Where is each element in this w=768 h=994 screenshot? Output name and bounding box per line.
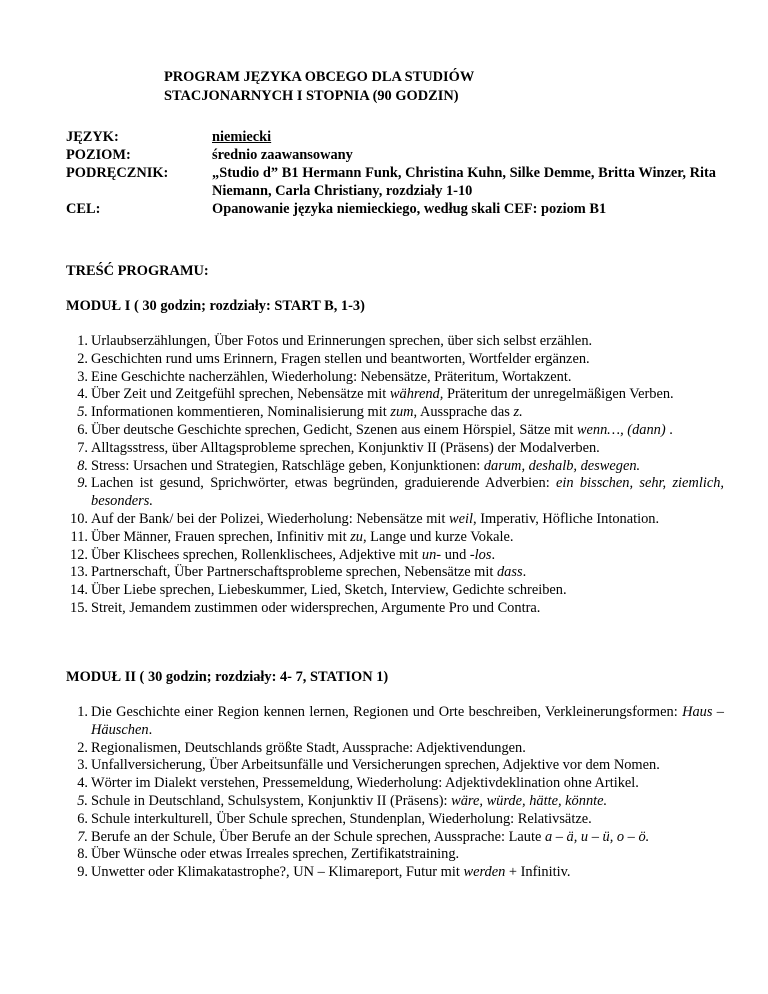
item-text: Schule in Deutschland, Schulsystem, Konjunktiv II (Präsens): — [91, 792, 452, 809]
list-item — [66, 600, 724, 618]
item-text: , Aussprache das — [413, 404, 514, 421]
item-text: Berufe an der Schule, Über Berufe an der Schule sprechen, Aussprache: Laute — [91, 828, 545, 845]
item-text: Schule interkulturell, Über Schule sprechen, Stundenplan, Wiederholung: Relativsätze. — [91, 810, 592, 827]
item-text: Streit, Jemandem zustimmen oder widersprechen, Argumente Pro und Contra. — [91, 599, 541, 616]
document-title — [164, 68, 474, 106]
list-item — [66, 475, 724, 511]
item-text: zum — [390, 404, 414, 421]
list-item — [66, 458, 724, 476]
item-number: 7. — [77, 439, 88, 456]
list-item — [66, 793, 724, 811]
language-label: JĘZYK: — [66, 129, 119, 145]
item-text: Wörter im Dialekt verstehen, Pressemeldung, Wiederholung: Adjektivdeklination ohne Artikel. — [91, 775, 639, 792]
goal-label: CEL: — [66, 201, 101, 217]
item-number: 10. — [70, 510, 88, 527]
textbook-row — [66, 164, 716, 200]
item-number: 6. — [77, 810, 88, 827]
item-number: 3. — [77, 368, 88, 385]
list-item — [66, 333, 724, 351]
item-number: 13. — [70, 564, 88, 581]
item-number: 2. — [77, 350, 88, 367]
item-number: 1. — [77, 704, 88, 720]
textbook-value: „Studio d” B1 Hermann Funk, Christina Kuhn, Silke Demme, Britta Winzer, Rita Niemann, Carla Christiany, rozdziały 1-10 — [212, 165, 716, 199]
item-text: a – ä, u – ü, o – ö. — [544, 828, 650, 845]
list-item — [66, 829, 724, 847]
list-item — [66, 864, 724, 882]
list-item — [66, 422, 724, 440]
textbook-label: PODRĘCZNIK: — [66, 165, 169, 181]
item-text: Über Männer, Frauen sprechen, Infinitiv mit — [91, 528, 351, 545]
list-item — [66, 547, 724, 565]
item-text: während, — [389, 386, 444, 403]
item-text: Präteritum der unregelmäßigen Verben. — [443, 386, 674, 403]
item-number: 2. — [77, 739, 88, 756]
title-line-1: PROGRAM JĘZYKA OBCEGO DLA STUDIÓW — [164, 69, 475, 85]
item-number: 1. — [77, 333, 88, 349]
item-text: . — [665, 421, 673, 438]
list-item — [66, 582, 724, 600]
list-item — [66, 386, 724, 404]
item-text: Über deutsche Geschichte sprechen, Gedicht, Szenen aus einem Hörspiel, Sätze mit — [91, 421, 577, 438]
title-line-2: STACJONARNYCH I STOPNIA (90 GODZIN) — [164, 88, 459, 104]
item-number: 6. — [77, 421, 88, 438]
list-item — [66, 740, 724, 758]
item-text: Alltagsstress, über Alltagsprobleme sprechen, Konjunktiv II (Präsens) der Modalverben. — [91, 439, 600, 456]
item-text: dass — [496, 564, 523, 581]
item-text: Lachen ist gesund, Sprichwörter, etwas begründen, graduierende Adverbien: — [91, 475, 557, 492]
item-number: 14. — [70, 582, 88, 599]
item-number: 4. — [77, 775, 88, 792]
list-item — [66, 811, 724, 829]
item-text: Über Wünsche oder etwas Irreales sprechen, Zertifikatstraining. — [91, 846, 460, 863]
item-text: . — [522, 564, 527, 581]
item-text: , Imperativ, Höfliche Intonation. — [473, 510, 660, 527]
item-number: 8. — [77, 846, 88, 863]
item-text: Eine Geschichte nacherzählen, Wiederholung: Nebensätze, Präteritum, Wortakzent. — [91, 368, 572, 385]
list-item — [66, 369, 724, 387]
language-row — [66, 128, 716, 146]
program-content-heading: TREŚĆ PROGRAMU: — [66, 263, 209, 279]
item-text: wenn…, (dann) — [576, 421, 666, 438]
goal-row — [66, 200, 716, 218]
item-text: z. — [513, 404, 523, 421]
list-item — [66, 440, 724, 458]
module-1-list — [66, 333, 724, 618]
list-item — [66, 404, 724, 422]
item-number: 12. — [70, 546, 88, 563]
item-text: Die Geschichte einer Region kennen lernen, Regionen und Orte beschreiben, Verkleinerungsformen: — [91, 704, 683, 720]
item-text: darum, deshalb, deswegen. — [483, 457, 641, 474]
list-item — [66, 757, 724, 775]
level-label: POZIOM: — [66, 147, 131, 163]
item-number: 9. — [77, 864, 88, 881]
module-2-heading: MODUŁ II ( 30 godzin; rozdziały: 4- 7, STATION 1) — [66, 669, 389, 685]
item-text: Informationen kommentieren, Nominalisierung mit — [91, 404, 391, 421]
module-2-list — [66, 704, 724, 882]
item-text: + Infinitiv. — [505, 864, 571, 881]
list-item — [66, 704, 724, 740]
item-text: weil — [449, 510, 474, 527]
item-text: -los — [469, 546, 492, 563]
item-number: 3. — [77, 757, 88, 774]
list-item — [66, 351, 724, 369]
item-text: Über Zeit und Zeitgefühl sprechen, Nebensätze mit — [91, 386, 390, 403]
item-number: 4. — [77, 386, 88, 403]
item-text: un- — [421, 546, 442, 563]
item-text: Partnerschaft, Über Partnerschaftsprobleme sprechen, Nebensätze mit — [91, 564, 497, 581]
list-item — [66, 511, 724, 529]
list-item — [66, 564, 724, 582]
item-number: 15. — [70, 599, 88, 616]
item-text: Unfallversicherung, Über Arbeitsunfälle und Versicherungen sprechen, Adjektive vor dem Nomen. — [91, 757, 660, 774]
level-value: średnio zaawansowany — [212, 147, 353, 163]
item-text: Urlaubserzählungen, Über Fotos und Erinnerungen sprechen, über sich selbst erzählen. — [91, 333, 593, 349]
list-item — [66, 846, 724, 864]
item-text: , Lange und kurze Vokale. — [362, 528, 514, 545]
item-text: zu — [350, 528, 363, 545]
item-number: 9. — [77, 475, 88, 492]
item-text: Unwetter oder Klimakatastrophe?, UN – Klimareport, Futur mit — [91, 864, 464, 881]
item-text: Stress: Ursachen und Strategien, Ratschläge geben, Konjunktionen: — [91, 457, 484, 474]
item-text: ein bisschen, sehr, ziemlich, besonders. — [91, 475, 724, 510]
item-text: Regionalismen, Deutschlands größte Stadt, Aussprache: Adjektivendungen. — [91, 739, 526, 756]
language-value: niemiecki — [212, 129, 272, 145]
item-number: 7. — [77, 828, 88, 845]
item-text: werden — [463, 864, 506, 881]
item-text: Über Klischees sprechen, Rollenklischees, Adjektive mit — [91, 546, 422, 563]
module-1-heading: MODUŁ I ( 30 godzin; rozdziały: START B, 1-3) — [66, 298, 365, 314]
item-number: 5. — [77, 404, 88, 421]
item-number: 5. — [77, 792, 88, 809]
item-number: 11. — [70, 528, 88, 545]
item-text: und — [441, 546, 470, 563]
item-text: . — [148, 721, 153, 738]
item-text: Auf der Bank/ bei der Polizei, Wiederholung: Nebensätze mit — [91, 510, 450, 527]
course-info — [66, 128, 716, 218]
item-text: Geschichten rund ums Erinnern, Fragen stellen und beantworten, Wortfelder ergänzen. — [91, 350, 590, 367]
item-text: wäre, würde, hätte, könnte. — [451, 792, 608, 809]
item-text: Haus – Häuschen — [91, 704, 724, 738]
level-row — [66, 146, 716, 164]
item-number: 8. — [77, 457, 88, 474]
list-item — [66, 529, 724, 547]
goal-value: Opanowanie języka niemieckiego, według skali CEF: poziom B1 — [212, 201, 607, 217]
list-item — [66, 775, 724, 793]
item-text: Über Liebe sprechen, Liebeskummer, Lied, Sketch, Interview, Gedichte schreiben. — [91, 582, 567, 599]
item-text: . — [491, 546, 496, 563]
